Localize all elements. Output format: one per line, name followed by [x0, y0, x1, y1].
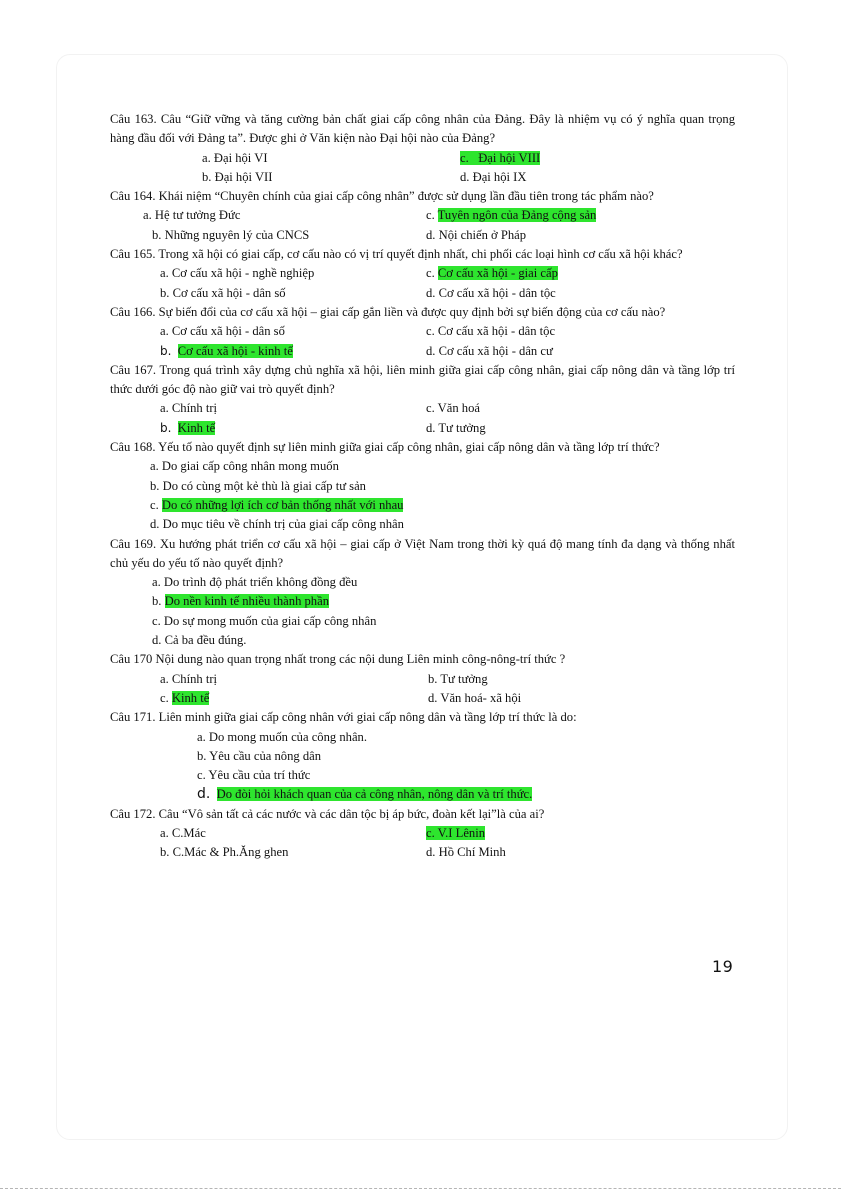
answer-marker: c.: [150, 497, 159, 512]
question-171: Câu 171. Liên minh giữa giai cấp công nhân với giai cấp nông dân và tầng lớp trí thức là do:: [110, 710, 577, 725]
answer-text: Tuyên ngôn của Đảng cộng sản: [437, 208, 597, 223]
answer-row: [110, 419, 735, 438]
answer-b: b. Cơ cấu xã hội - dân số: [160, 285, 286, 300]
answer-a: a. Cơ cấu xã hội - dân số: [160, 324, 285, 339]
answer-text: Kinh tế: [177, 420, 216, 435]
answer-a: a. Do mong muốn của công nhân.: [197, 729, 367, 744]
answer-a: a. Do giai cấp công nhân mong muốn: [150, 459, 339, 474]
question-169: Câu 169. Xu hướng phát triển cơ cấu xã hội – giai cấp ở Việt Nam trong thời kỳ quá độ mang tính đa dạng và thống nhất chủ yếu do yếu tố nào quyết định?: [110, 536, 735, 570]
answer-b: b. Tư tưởng: [428, 671, 488, 686]
answer-a: a. C.Mác: [160, 825, 206, 840]
answer-row: [110, 689, 735, 708]
answer-c: c. Cơ cấu xã hội - dân tộc: [426, 324, 556, 339]
answer-marker: b.: [160, 420, 172, 435]
answer-row: [110, 149, 735, 168]
answer-d: d. Nội chiến ở Pháp: [426, 227, 527, 242]
page-number: 19: [712, 957, 734, 976]
answer-row: [110, 206, 735, 225]
question-170: Câu 170 Nội dung nào quan trọng nhất trong các nội dung Liên minh công-nông-trí thức ?: [110, 652, 566, 667]
answer-row: [110, 843, 735, 862]
answer-d-correct: [110, 785, 735, 804]
answer-b-correct: [110, 592, 735, 611]
answer-b: b. Những nguyên lý của CNCS: [152, 227, 310, 242]
answer-a: a. Đại hội VI: [202, 150, 268, 165]
answer-text: Do có những lợi ích cơ bản thống nhất với nhau: [161, 497, 404, 512]
question-165: Câu 165. Trong xã hội có giai cấp, cơ cấu nào có vị trí quyết định nhất, chi phối các loại hình cơ cấu xã hội khác?: [110, 247, 683, 262]
answer-text: Do nền kinh tế nhiều thành phần: [164, 594, 329, 609]
answer-a: a. Cơ cấu xã hội - nghề nghiệp: [160, 266, 315, 281]
question-166: Câu 166. Sự biến đổi của cơ cấu xã hội – giai cấp gắn liền và được quy định bởi sự biến động của cơ cấu nào?: [110, 304, 666, 319]
answer-text: V.I Lênin: [437, 825, 486, 840]
answer-row: [110, 226, 735, 245]
answer-marker: b.: [152, 594, 162, 609]
question-168: Câu 168. Yếu tố nào quyết định sự liên minh giữa giai cấp công nhân, giai cấp nông dân và tầng lớp trí thức?: [110, 440, 660, 455]
answer-marker: d.: [197, 786, 211, 803]
answer-row: [110, 824, 735, 843]
answer-b: b. Yêu cầu của nông dân: [197, 748, 322, 763]
answer-c-correct: [460, 149, 540, 168]
answer-c: c. Do sự mong muốn của giai cấp công nhân: [152, 613, 377, 628]
answer-c-correct: [110, 689, 428, 708]
answer-row: [110, 399, 735, 418]
answer-d: d. Văn hoá- xã hội: [428, 690, 522, 705]
answer-b: b. Do có cùng một kẻ thù là giai cấp tư sản: [150, 478, 366, 493]
answer-marker: c.: [160, 690, 169, 705]
answer-marker: c.: [426, 208, 435, 223]
answer-row: [110, 284, 735, 303]
answer-d: d. Đại hội IX: [460, 169, 527, 184]
answer-c-correct: [426, 264, 558, 283]
answer-d: d. Cơ cấu xã hội - dân cư: [426, 343, 553, 358]
answer-b-correct: [110, 419, 426, 438]
answer-d: d. Cơ cấu xã hội - dân tộc: [426, 285, 556, 300]
answer-text: Kinh tế: [171, 690, 210, 705]
answer-a: a. Chính trị: [160, 401, 218, 416]
question-172: Câu 172. Câu “Vô sản tất cả các nước và các dân tộc bị áp bức, đoàn kết lại”là của ai?: [110, 806, 545, 821]
answer-text: Do đòi hỏi khách quan của cả công nhân, nông dân và trí thức.: [216, 787, 533, 802]
question-164: Câu 164. Khái niệm “Chuyên chính của giai cấp công nhân” được sử dụng lần đầu tiên trong tác phẩm nào?: [110, 189, 654, 204]
answer-marker: c.: [426, 825, 435, 840]
page-bottom-divider: [0, 1188, 841, 1189]
answer-a: a. Chính trị: [160, 671, 218, 686]
answer-row: [110, 322, 735, 341]
answer-b-correct: [110, 342, 426, 361]
document-content: [110, 110, 735, 863]
answer-d: d. Do mục tiêu về chính trị của giai cấp công nhân: [150, 517, 404, 532]
answer-marker: b.: [160, 343, 172, 358]
answer-b: b. C.Mác & Ph.Ăng ghen: [160, 845, 289, 860]
answer-c-correct: [426, 206, 596, 225]
answer-row: [110, 342, 735, 361]
question-163: Câu 163. Câu “Giữ vững và tăng cường bản chất giai cấp công nhân của Đảng. Đây là nhiệm vụ có ý nghĩa quan trọng hàng đầu đối với Đảng ta”. Được ghi ở Văn kiện nào Đại hội nào của Đảng?: [110, 112, 735, 146]
answer-a: a. Hệ tư tưởng Đức: [143, 208, 241, 223]
question-167: Câu 167. Trong quá trình xây dựng chủ nghĩa xã hội, liên minh giữa giai cấp công nhân, giai cấp nông dân và tầng lớp trí thức dưới góc độ nào giữ vai trò quyết định?: [110, 362, 735, 397]
answer-d: d. Cả ba đều đúng.: [152, 633, 247, 648]
answer-marker: c.: [426, 266, 435, 281]
answer-row: [110, 264, 735, 283]
answer-text: Cơ cấu xã hội - giai cấp: [437, 266, 558, 281]
answer-b: b. Đại hội VII: [202, 169, 273, 184]
answer-a: a. Do trình độ phát triển không đồng đều: [152, 575, 358, 590]
answer-c: c. Yêu cầu của trí thức: [197, 768, 311, 783]
answer-d: d. Hồ Chí Minh: [426, 845, 506, 860]
answer-d: d. Tư tưởng: [426, 420, 486, 435]
answer-text: Đại hội VIII: [478, 150, 541, 165]
answer-row: [110, 168, 735, 187]
answer-c-correct: [110, 496, 735, 515]
answer-text: Cơ cấu xã hội - kinh tế: [177, 343, 293, 358]
answer-c: c. Văn hoá: [426, 401, 480, 416]
answer-marker: c.: [460, 150, 469, 165]
answer-c-correct: [426, 824, 485, 843]
answer-row: [110, 670, 735, 689]
